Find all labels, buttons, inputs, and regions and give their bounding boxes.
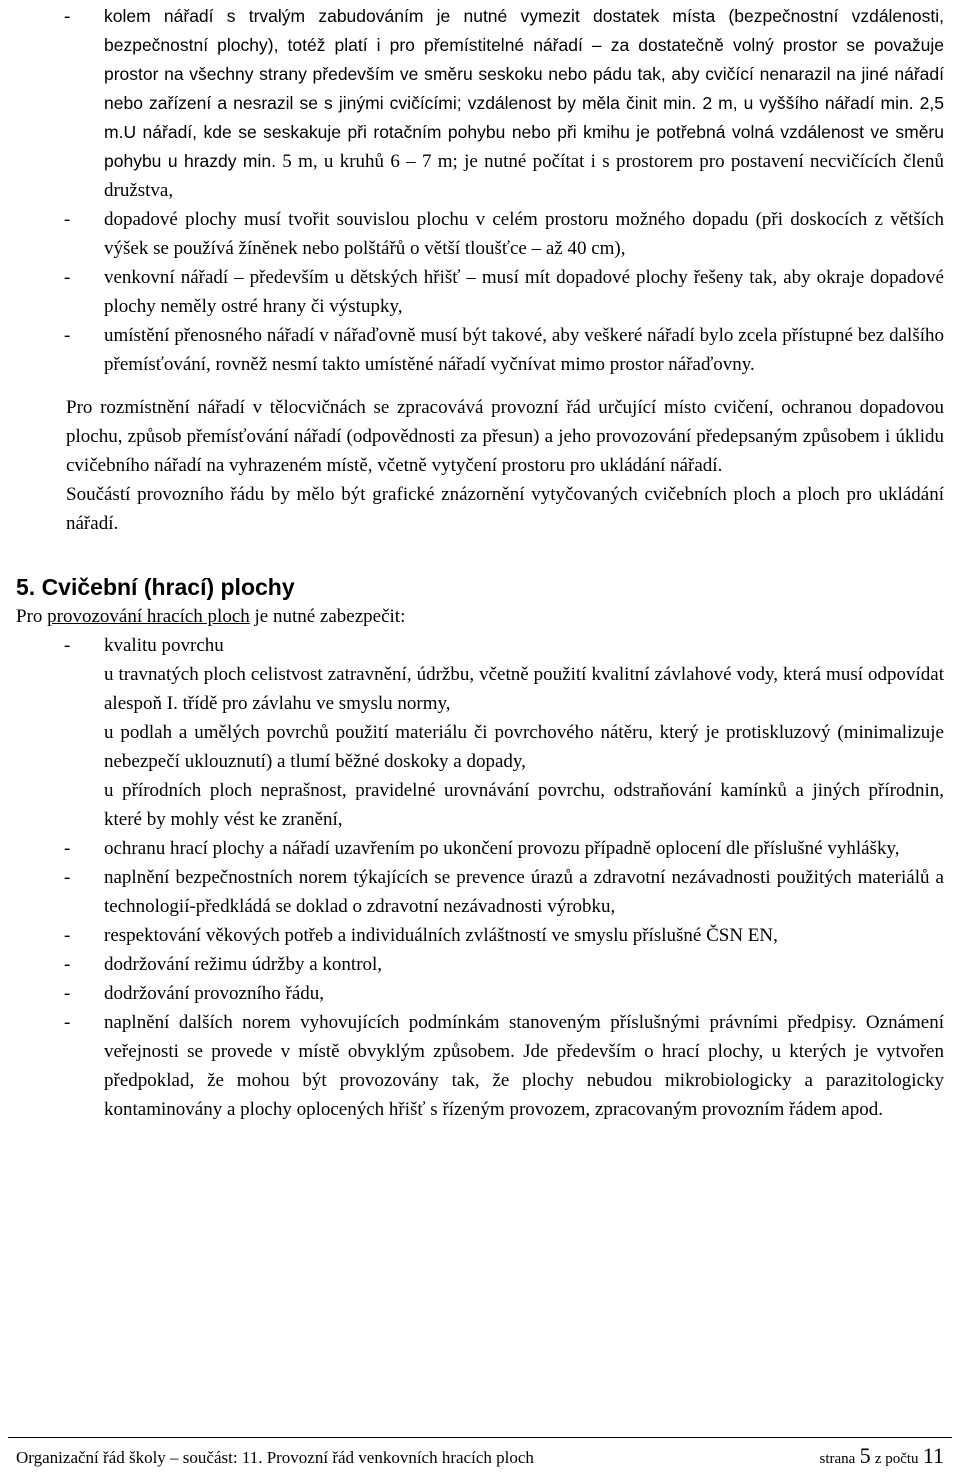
section-intro (0, 602, 960, 631)
list-item-text: kvalitu povrchu (104, 635, 224, 656)
list-item-text-sans: kolem nářadí s trvalým zabudováním je nutné vymezit dostatek místa (bezpečnostní vzdálenosti, bezpečnostní plochy), totéž platí i pro přemístitelné nářadí – za dostatečně volný prostor se považuje prostor na všechny strany především ve směru seskoku nebo pádu tak, aby cvičící nenarazil na jiné nářadí nebo zařízení a nesrazil se s jinými cvičícími; vzdálenost by měla činit min. 2 m, u vyššího nářadí min. 2,5 m.U nářadí, kde se seskakuje při rotačním pohybu nebo při kmihu je potřebná volná vzdálenost ve směru pohybu u hrazdy min. (104, 6, 944, 171)
list-item-maintenance (0, 950, 960, 979)
list-item-text: venkovní nářadí – především u dětských hřišť – musí mít dopadové plochy řešeny tak, aby okraje dopadové plochy neměly ostré hrany či výstupky, (104, 267, 944, 317)
footer-page-info (820, 1443, 945, 1472)
list-item-protection (0, 834, 960, 863)
list-dash: - (64, 1012, 71, 1033)
list-dash: - (64, 635, 71, 656)
list-item-text: dopadové plochy musí tvořit souvislou plochu v celém prostoru možného dopadu (při doskocích z větších výšek se používá žíněnek nebo polštářů o větší tloušťce – až 40 cm), (104, 209, 944, 259)
list-item-text: ochranu hrací plochy a nářadí uzavřením po ukončení provozu případně oplocení dle příslušné vyhlášky, (104, 838, 900, 859)
list-dash: - (64, 325, 71, 346)
section-heading: 5. Cvičební (hrací) plochy (16, 574, 295, 600)
list-item-text: naplnění bezpečnostních norem týkajících se prevence úrazů a zdravotní nezávadnosti použitých materiálů a technologií-předkládá se doklad o zdravotní nezávadnosti výrobku, (104, 867, 944, 917)
intro-underlined: provozování hracích ploch (47, 606, 250, 627)
list-item-other-norms (0, 1008, 960, 1124)
page-label: strana (819, 1451, 856, 1467)
sub-item-floors: u podlah a umělých povrchů použití materiálu či povrchového nátěru, který je protiskluzový (minimalizuje nebezpečí uklouznutí) a tlumí běžné doskoky a dopady, (104, 722, 944, 772)
list-dash: - (64, 983, 71, 1004)
list-item-text-serif: 5 m, u kruhů 6 – 7 m; je nutné počítat i s prostorem pro postavení necvičících členů družstva, (104, 151, 944, 201)
list-dash: - (64, 209, 71, 230)
list-dash: - (64, 867, 71, 888)
of-label: z počtu (874, 1451, 919, 1467)
sub-item-grass: u travnatých ploch celistvost zatravnění, údržbu, včetně použití kvalitní závlahové vody, která musí odpovídat alespoň I. třídě pro závlahu ve smyslu normy, (104, 664, 944, 714)
list-item-text: dodržování režimu údržby a kontrol, (104, 954, 383, 975)
list-item-text: respektování věkových potřeb a individuálních zvláštností ve smyslu příslušné ČSN EN, (104, 925, 778, 946)
list-item-text: naplnění dalších norem vyhovujících podmínkám stanoveným příslušnými právními předpisy. Oznámení veřejnosti se provede v místě obvyklým způsobem. Jde především o hrací plochy, u kterých je vytvořen předpoklad, že mohou být provozovány tak, že plochy nebudou mikrobiologicky a parazitologicky kontaminovány a plochy oplocených hřišť s řízeným provozem, zpracovaným provozním řádem apod. (104, 1012, 944, 1120)
intro-prefix: Pro (16, 606, 48, 627)
list-item-outdoor-equipment (0, 263, 960, 321)
total-pages: 11 (922, 1443, 944, 1468)
list-dash: - (64, 925, 71, 946)
list-item-landing-areas (0, 205, 960, 263)
list-dash: - (64, 6, 71, 27)
list-item-storage-room (0, 321, 960, 379)
footer-document-title: Organizační řád školy – součást: 11. Provozní řád venkovních hracích ploch (16, 1448, 534, 1467)
paragraph-layout-rules: Pro rozmístnění nářadí v tělocvičnách se zpracovává provozní řád určující místo cvičení, ochranou dopadovou plochu, způsob přemísťování nářadí (odpovědnosti za přesun) a jeho provozování předepsaným způsobem i úklidu cvičebního nářadí na vyhrazeném místě, včetně vytyčení prostoru pro ukládání nářadí. (66, 397, 944, 476)
list-item-safety-space (0, 2, 960, 205)
list-item-text: umístění přenosného nářadí v nářaďovně musí být takové, aby veškeré nářadí bylo zcela přístupné bez dalšího přemísťování, rovněž nesmí takto umístěné nářadí vyčnívat mimo prostor nářaďovny. (104, 325, 944, 375)
page-number: 5 (859, 1443, 871, 1468)
list-item-safety-norms (0, 863, 960, 921)
footer-divider (8, 1437, 952, 1438)
list-dash: - (64, 954, 71, 975)
paragraph-graphic-plan: Součástí provozního řádu by mělo být grafické znázornění vytyčovaných cvičebních ploch a ploch pro ukládání nářadí. (66, 484, 944, 534)
list-item-operating-rules (0, 979, 960, 1008)
list-dash: - (64, 267, 71, 288)
list-item-surface-quality (0, 631, 960, 660)
list-item-age-needs (0, 921, 960, 950)
list-dash: - (64, 838, 71, 859)
list-item-text: dodržování provozního řádu, (104, 983, 325, 1004)
sub-item-natural: u přírodních ploch neprašnost, pravidelné urovnávání povrchu, odstraňování kamínků a jiných přírodnin, které by mohly vést ke zranění, (104, 780, 944, 830)
intro-suffix: je nutné zabezpečit: (249, 606, 406, 627)
page-footer (16, 1443, 944, 1472)
